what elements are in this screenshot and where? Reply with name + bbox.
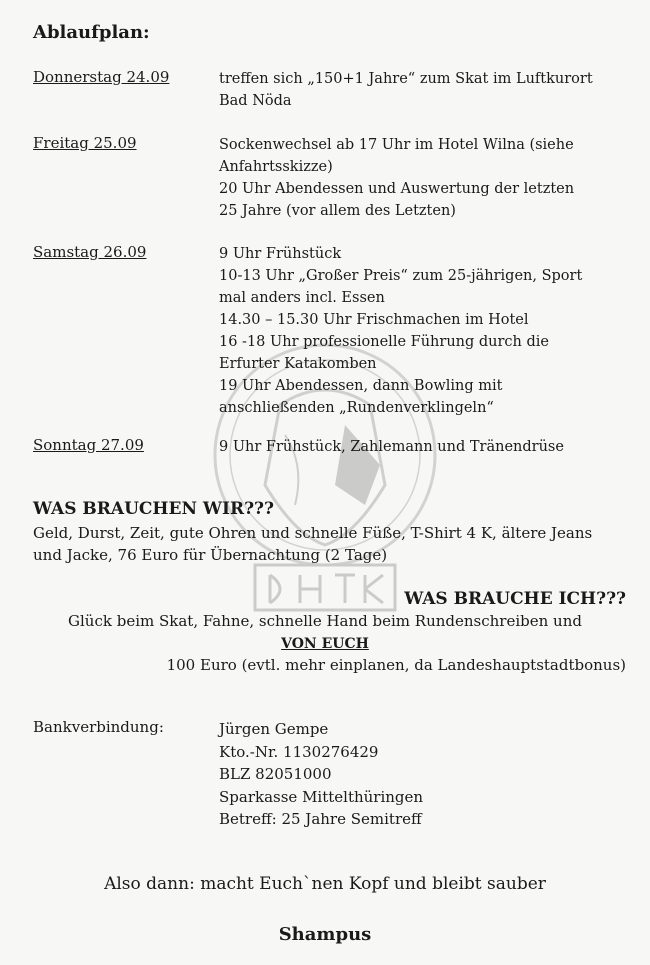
schedule-day: Samstag 26.09 <box>33 243 147 261</box>
schedule-line: 25 Jahre (vor allem des Letzten) <box>219 203 456 219</box>
needs-we-line: und Jacke, 76 Euro für Übernachtung (2 Tage) <box>33 546 388 564</box>
page-title: Ablaufplan: <box>33 22 150 43</box>
schedule-line: Bad Nöda <box>219 93 292 109</box>
schedule-line: 20 Uhr Abendessen und Auswertung der letzten <box>219 181 575 197</box>
schedule-details <box>219 134 629 222</box>
bank-line: BLZ 82051000 <box>219 765 332 783</box>
schedule-details <box>219 68 629 112</box>
needs-me-heading: WAS BRAUCHE ICH??? <box>404 589 626 609</box>
schedule-details <box>219 436 629 458</box>
schedule-line: mal anders incl. Essen <box>219 290 385 306</box>
schedule-line: 10-13 Uhr „Großer Preis“ zum 25-jährigen, Sport <box>219 268 583 284</box>
schedule-line: Anfahrtsskizze) <box>219 159 333 175</box>
schedule-line: treffen sich „150+1 Jahre“ zum Skat im Luftkurort <box>219 71 593 87</box>
bank-line: Sparkasse Mittelthüringen <box>219 787 424 806</box>
needs-we-line: Geld, Durst, Zeit, gute Ohren und schnelle Füße, T-Shirt 4 K, ältere Jeans <box>33 524 593 542</box>
signature: Shampus <box>278 924 372 945</box>
schedule-line: 19 Uhr Abendessen, dann Bowling mit <box>219 378 503 394</box>
schedule-line: 9 Uhr Frühstück, Zahlemann und Tränendrüse <box>219 439 564 455</box>
bank-line: Jürgen Gempe <box>219 720 329 738</box>
needs-we-heading: WAS BRAUCHEN WIR??? <box>33 499 274 519</box>
bank-line: Betreff: 25 Jahre Semitreff <box>219 810 422 828</box>
bank-label: Bankverbindung: <box>33 718 164 736</box>
schedule-line: Sockenwechsel ab 17 Uhr im Hotel Wilna (siehe <box>219 137 574 153</box>
needs-me-emphasis: VON EUCH <box>281 636 369 652</box>
schedule-line: 14.30 – 15.30 Uhr Frischmachen im Hotel <box>219 312 529 328</box>
schedule-day: Sonntag 27.09 <box>33 436 144 454</box>
schedule-details <box>219 243 629 419</box>
schedule-day: Freitag 25.09 <box>33 134 137 152</box>
needs-me-emphasis-row <box>0 634 650 652</box>
needs-me-line: 100 Euro (evtl. mehr einplanen, da Landeshauptstadtbonus) <box>166 656 626 674</box>
needs-me-line: Glück beim Skat, Fahne, schnelle Hand beim Rundenschreiben und <box>68 612 582 630</box>
bank-details <box>219 718 423 831</box>
schedule-line: Erfurter Katakomben <box>219 356 377 372</box>
schedule-line: anschließenden „Rundenverklingeln“ <box>219 400 494 416</box>
closing-line: Also dann: macht Euch`nen Kopf und bleibt sauber <box>104 874 546 894</box>
schedule-line: 16 -18 Uhr professionelle Führung durch die <box>219 334 550 350</box>
schedule-line: 9 Uhr Frühstück <box>219 246 342 262</box>
schedule-day: Donnerstag 24.09 <box>33 68 170 86</box>
bank-line: Kto.-Nr. 1130276429 <box>219 742 379 761</box>
needs-we-text <box>33 522 633 566</box>
